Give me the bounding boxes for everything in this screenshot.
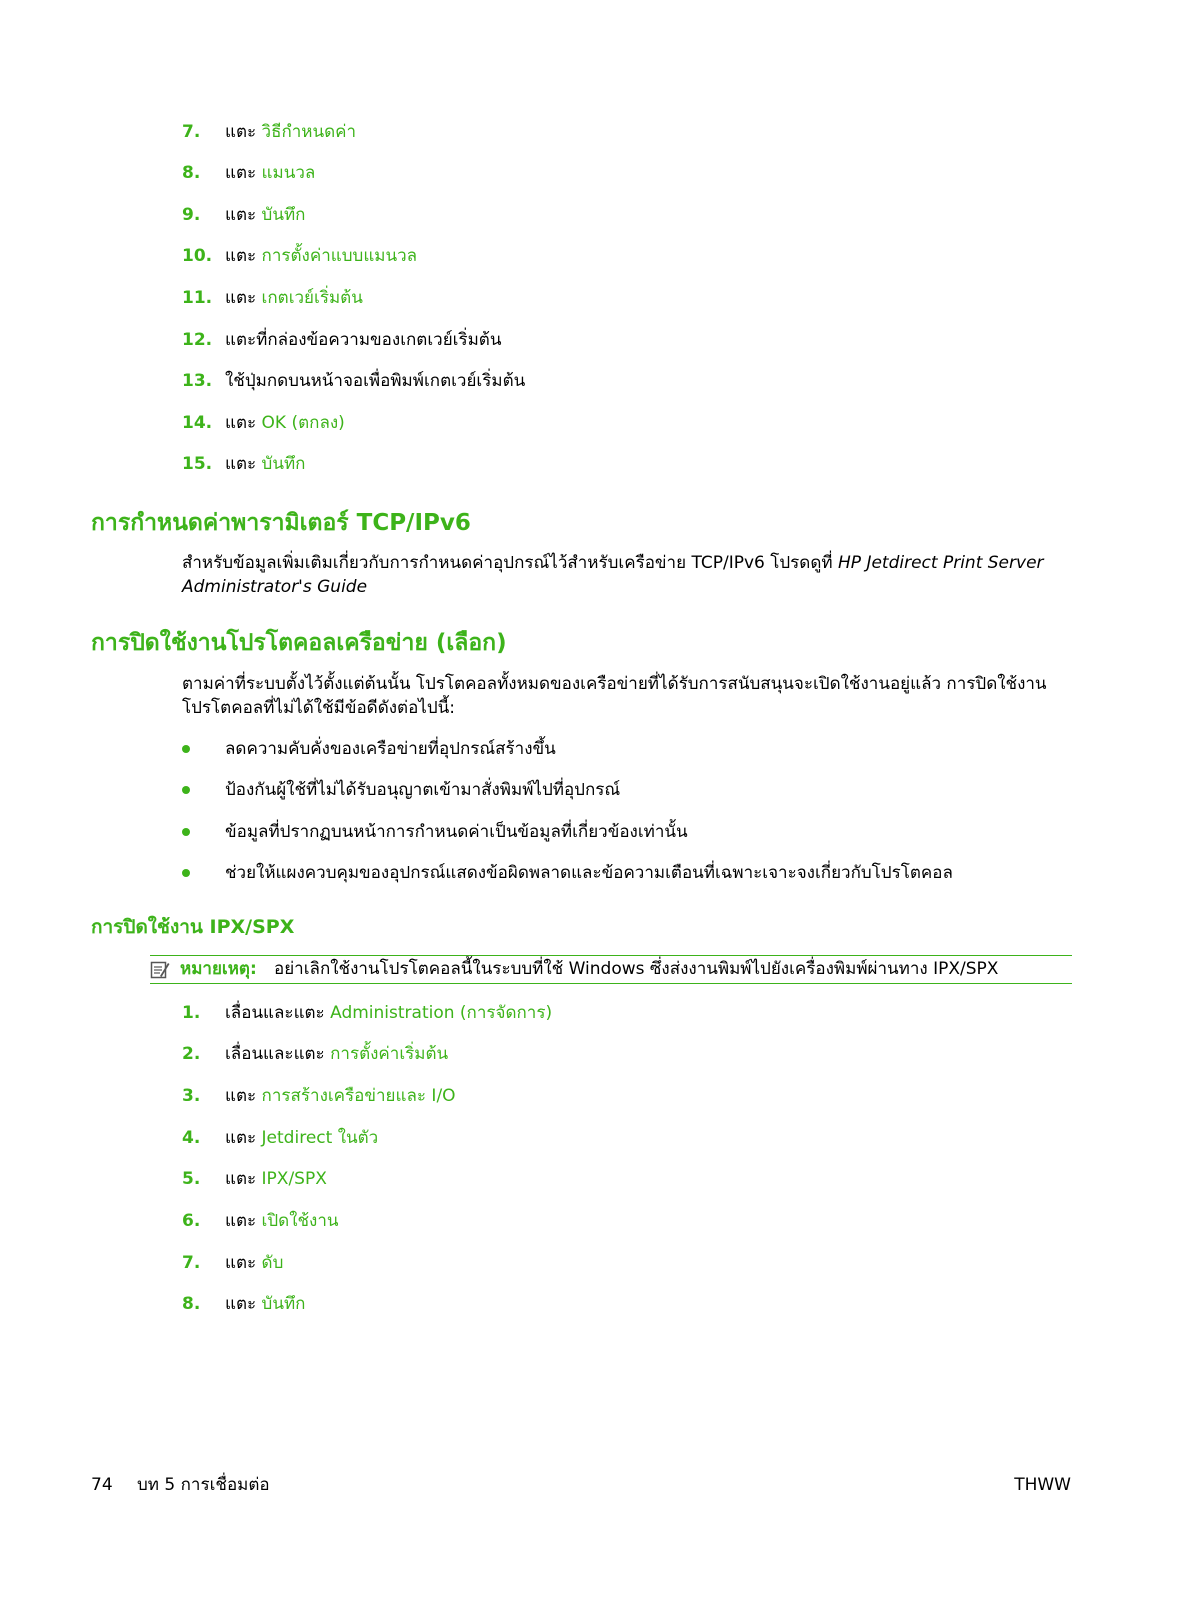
step-number: 5. bbox=[182, 1169, 201, 1189]
bullet-dot bbox=[182, 745, 190, 753]
step-text: เลื่อนและแตะ bbox=[225, 1003, 325, 1023]
section-heading-tcpipv6: การกำหนดค่าพารามิเตอร์ TCP/IPv6 bbox=[91, 510, 471, 536]
bullet-dot bbox=[182, 828, 190, 836]
step-number: 10. bbox=[182, 246, 213, 266]
step-link: บันทึก bbox=[261, 454, 306, 474]
bullet-text: ช่วยให้แผงควบคุมของอุปกรณ์แสดงข้อผิดพลาดและข้อความเตือนที่เฉพาะเจาะจงเกี่ยวกับโปรโตคอล bbox=[225, 863, 953, 883]
paragraph-tcpipv6 bbox=[182, 551, 1082, 599]
step-link: OK (ตกลง) bbox=[261, 413, 345, 433]
step-text: แตะ bbox=[225, 454, 257, 474]
step-link: Jetdirect ในตัว bbox=[261, 1128, 379, 1148]
page-number: 74 bbox=[91, 1475, 113, 1495]
step-number: 6. bbox=[182, 1211, 201, 1231]
step-text: แตะ bbox=[225, 246, 257, 266]
step-number: 4. bbox=[182, 1128, 201, 1148]
guide-title: HP Jetdirect Print Server Administrator's Guide bbox=[182, 553, 1044, 597]
step-number: 2. bbox=[182, 1044, 201, 1064]
note-box bbox=[150, 955, 1072, 984]
step-number: 8. bbox=[182, 163, 201, 183]
section-heading-ipx-spx: การปิดใช้งาน IPX/SPX bbox=[91, 916, 295, 938]
step-text: แตะที่กล่องข้อความของเกตเวย์เริ่มต้น bbox=[225, 330, 502, 350]
step-text: แตะ bbox=[225, 122, 257, 142]
step-number: 7. bbox=[182, 1253, 201, 1273]
step-link: การสร้างเครือข่ายและ I/O bbox=[261, 1086, 456, 1106]
bullet-dot bbox=[182, 786, 190, 794]
note-icon bbox=[150, 960, 170, 980]
step-text: แตะ bbox=[225, 413, 257, 433]
footer-right-label: THWW bbox=[1014, 1475, 1071, 1495]
step-number: 12. bbox=[182, 330, 213, 350]
step-link: วิธีกำหนดค่า bbox=[261, 122, 357, 142]
step-text: แตะ bbox=[225, 205, 257, 225]
step-number: 3. bbox=[182, 1086, 201, 1106]
bullet-text: ป้องกันผู้ใช้ที่ไม่ได้รับอนุญาตเข้ามาสั่งพิมพ์ไปที่อุปกรณ์ bbox=[225, 780, 621, 800]
step-number: 7. bbox=[182, 122, 201, 142]
step-number: 1. bbox=[182, 1003, 201, 1023]
step-link: บันทึก bbox=[261, 1294, 306, 1314]
step-number: 13. bbox=[182, 371, 213, 391]
step-text: ใช้ปุ่มกดบนหน้าจอเพื่อพิมพ์เกตเวย์เริ่มต้น bbox=[225, 371, 526, 391]
step-link: การตั้งค่าแบบแมนวล bbox=[261, 246, 418, 266]
step-link: ดับ bbox=[261, 1253, 284, 1273]
step-text: แตะ bbox=[225, 288, 257, 308]
bullet-text: ลดความคับคั่งของเครือข่ายที่อุปกรณ์สร้างขึ้น bbox=[225, 739, 556, 759]
step-number: 15. bbox=[182, 454, 213, 474]
step-text: แตะ bbox=[225, 1128, 257, 1148]
step-link: Administration (การจัดการ) bbox=[330, 1003, 553, 1023]
note-text: อย่าเลิกใช้งานโปรโตคอลนี้ในระบบที่ใช้ Windows ซึ่งส่งงานพิมพ์ไปยังเครื่องพิมพ์ผ่านทาง IPX/SPX bbox=[274, 959, 999, 979]
paragraph-text: สำหรับข้อมูลเพิ่มเติมเกี่ยวกับการกำหนดค่าอุปกรณ์ไว้สำหรับเครือข่าย TCP/IPv6 โปรดดูที่ bbox=[182, 553, 838, 573]
note-label: หมายเหตุ: bbox=[180, 959, 257, 979]
step-link: IPX/SPX bbox=[261, 1169, 327, 1189]
step-link: การตั้งค่าเริ่มต้น bbox=[330, 1044, 449, 1064]
step-number: 8. bbox=[182, 1294, 201, 1314]
section-heading-disable-protocols: การปิดใช้งานโปรโตคอลเครือข่าย (เลือก) bbox=[91, 630, 507, 656]
step-number: 9. bbox=[182, 205, 201, 225]
step-text: แตะ bbox=[225, 1169, 257, 1189]
bullet-dot bbox=[182, 869, 190, 877]
step-text: แตะ bbox=[225, 163, 257, 183]
step-number: 11. bbox=[182, 288, 213, 308]
chapter-label: บท 5 การเชื่อมต่อ bbox=[137, 1475, 270, 1495]
step-link: เกตเวย์เริ่มต้น bbox=[261, 288, 363, 308]
step-text: แตะ bbox=[225, 1086, 257, 1106]
step-text: แตะ bbox=[225, 1253, 257, 1273]
step-link: เปิดใช้งาน bbox=[261, 1211, 339, 1231]
step-text: เลื่อนและแตะ bbox=[225, 1044, 325, 1064]
paragraph-disable-protocols: ตามค่าที่ระบบตั้งไว้ตั้งแต่ต้นนั้น โปรโตคอลทั้งหมดของเครือข่ายที่ได้รับการสนับสนุนจะเปิดใช้งานอยู่แล้ว การปิดใช้งานโปรโตคอลที่ไม่ได้ใช้มีข้อดีดังต่อไปนี้: bbox=[182, 674, 1047, 718]
step-text: แตะ bbox=[225, 1211, 257, 1231]
step-link: แมนวล bbox=[261, 163, 316, 183]
step-number: 14. bbox=[182, 413, 213, 433]
step-text: แตะ bbox=[225, 1294, 257, 1314]
step-link: บันทึก bbox=[261, 205, 306, 225]
bullet-text: ข้อมูลที่ปรากฏบนหน้าการกำหนดค่าเป็นข้อมูลที่เกี่ยวข้องเท่านั้น bbox=[225, 822, 688, 842]
